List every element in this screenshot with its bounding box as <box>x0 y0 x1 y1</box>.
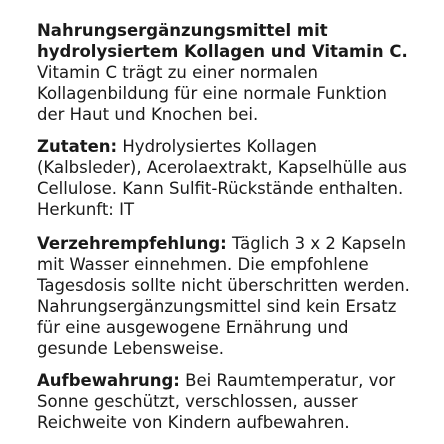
dosage-line-1 <box>37 233 437 254</box>
ingredients-line-1 <box>37 136 437 157</box>
ingredients-text-1: Hydrolysiertes Kollagen <box>117 137 317 156</box>
dosage-label: Verzehrempfehlung: <box>37 234 227 253</box>
ingredients-label: Zutaten: <box>37 137 118 156</box>
storage-line-1 <box>37 370 437 391</box>
storage-section <box>37 370 437 433</box>
product-heading-line-1: Nahrungsergänzungsmittel mit <box>37 21 328 40</box>
product-claim-line-1: Vitamin C trägt zu einer normalen <box>37 63 318 82</box>
dosage-line-5: für eine ausgewogene Ernährung und <box>37 318 349 337</box>
dosage-line-6: gesunde Lebensweise. <box>37 339 224 358</box>
ingredients-line-3: Cellulose. Kann Sulfit-Rückstände enthalten. <box>37 179 404 198</box>
ingredients-line-2: (Kalbsleder), Acerolaextrakt, Kapselhülle aus <box>37 158 407 177</box>
dosage-line-2: mit Wasser einnehmen. Die empfohlene <box>37 255 369 274</box>
dosage-line-4: Nahrungsergänzungsmittel sind kein Ersatz <box>37 297 397 316</box>
dosage-section <box>37 233 437 359</box>
storage-line-2: Sonne geschützt, verschlossen, ausser <box>37 392 358 411</box>
storage-text-1: Bei Raumtemperatur, vor <box>179 371 396 390</box>
dosage-text-1: Täglich 3 x 2 Kapseln <box>226 234 407 253</box>
storage-label: Aufbewahrung: <box>37 371 180 390</box>
ingredients-section <box>37 136 437 220</box>
storage-line-3: Reichweite von Kindern aufbewahren. <box>37 413 350 432</box>
product-heading-line-2: hydrolysiertem Kollagen und Vitamin C. <box>37 42 408 61</box>
product-claim-line-2: Kollagenbildung für eine normale Funktion <box>37 84 387 103</box>
product-claim-line-3: der Haut und Knochen bei. <box>37 105 259 124</box>
product-description-section <box>37 20 437 125</box>
origin-line: Herkunft: IT <box>37 200 135 219</box>
dosage-line-3: Tagesdosis sollte nicht überschritten werden. <box>37 276 410 295</box>
